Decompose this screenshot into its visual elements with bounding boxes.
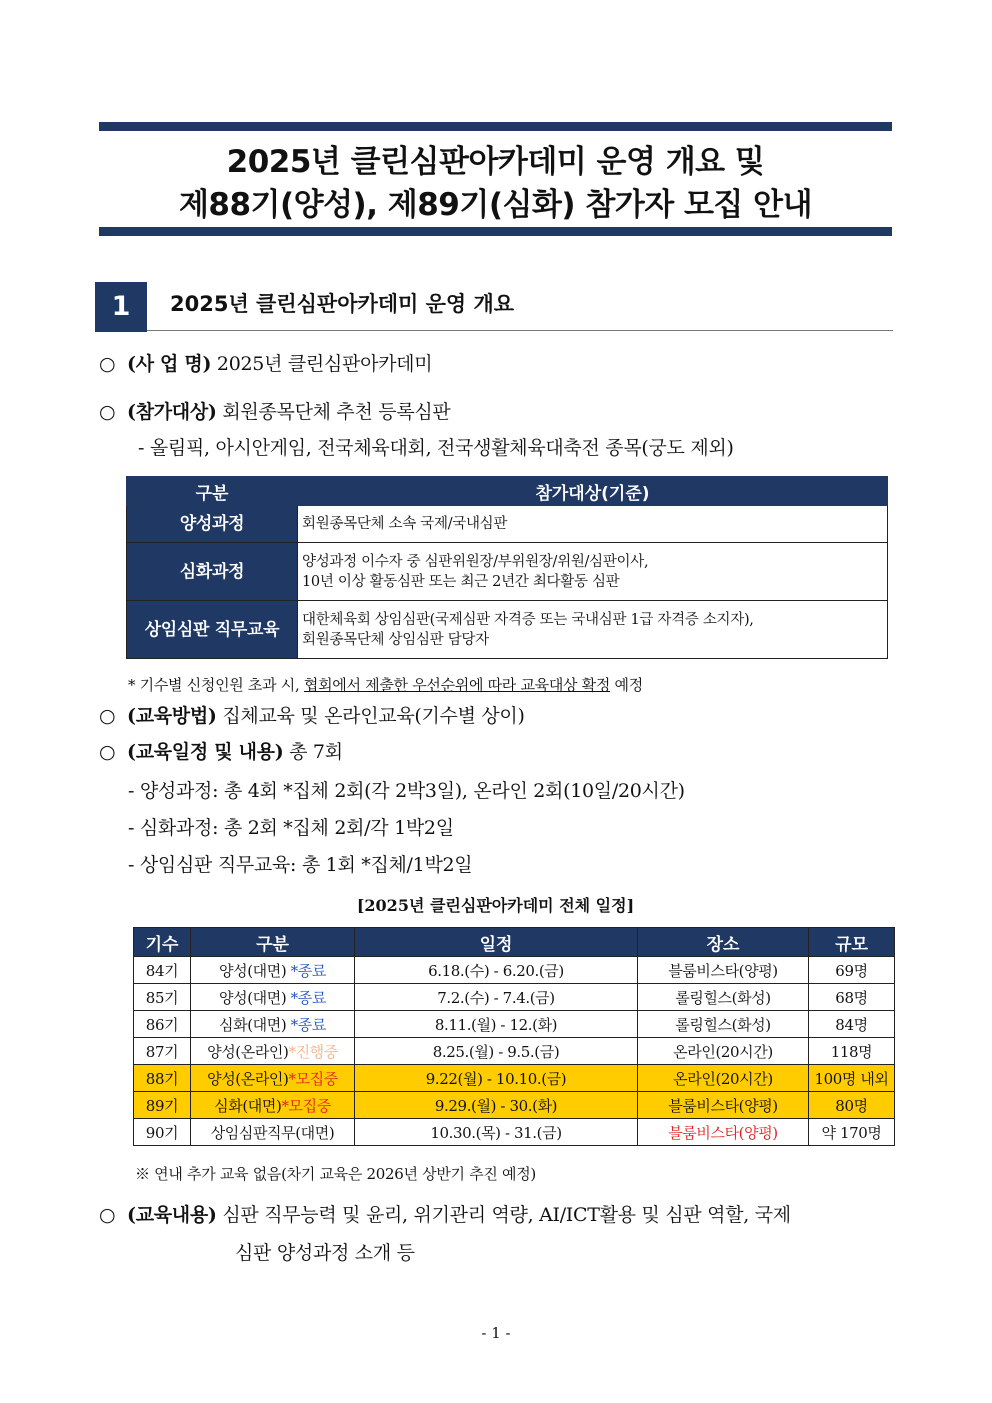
schedule-header-date: 일정: [355, 928, 638, 957]
row-place: 롤링힐스(화성): [638, 1011, 809, 1038]
method-value: 집체교육 및 온라인교육(기수별 상이): [216, 705, 525, 727]
target-row-desc: [298, 601, 888, 659]
item-business: [99, 349, 432, 376]
row-type-text: 심화(대면): [214, 1096, 282, 1115]
bullet-icon: ○: [99, 353, 116, 375]
target-table: [126, 476, 888, 659]
row-size: 80명: [809, 1092, 895, 1119]
row-type-text: 양성(온라인): [207, 1042, 289, 1061]
row-type: [191, 1065, 355, 1092]
item-target: [99, 397, 450, 424]
row-size: 68명: [809, 984, 895, 1011]
row-gen: 89기: [134, 1092, 191, 1119]
section-number: 1: [95, 282, 147, 332]
bullet-icon: ○: [99, 401, 116, 423]
row-gen: 84기: [134, 957, 191, 984]
schedule-value: 총 7회: [283, 741, 343, 763]
row-place: 블룸비스타(양평): [638, 957, 809, 984]
table-row: [134, 984, 895, 1011]
section-title: 2025년 클린심판아카데미 운영 개요: [170, 292, 515, 316]
target-header-category: 구분: [127, 477, 298, 506]
status-badge: *모집중: [281, 1096, 331, 1115]
row-type: [191, 1011, 355, 1038]
status-badge: *종료: [290, 1015, 326, 1034]
method-label: (교육방법): [127, 705, 217, 727]
target-desc-line1: 양성과정 이수자 중 심판위원장/부위원장/위원/심판이사,: [302, 553, 649, 570]
row-gen: 87기: [134, 1038, 191, 1065]
note-suffix: 예정: [610, 676, 643, 694]
row-type: [191, 984, 355, 1011]
target-desc-line2: 회원종목단체 상임심판 담당자: [302, 631, 489, 648]
row-type-text: 심화(대면): [219, 1015, 291, 1034]
target-row-desc: [298, 506, 888, 543]
target-sub: - 올림픽, 아시안게임, 전국체육대회, 전국생활체육대축전 종목(궁도 제외): [138, 437, 734, 459]
target-row-name: 상임심판 직무교육: [127, 601, 298, 659]
table-row: [134, 1011, 895, 1038]
bullet-icon: ○: [99, 741, 116, 763]
table-row: [134, 1092, 895, 1119]
title-top-rule: [99, 122, 892, 131]
schedule-sub-1: - 양성과정: 총 4회 *집체 2회(각 2박3일), 온라인 2회(10일/20시간): [128, 780, 685, 802]
row-place: 블룸비스타(양평): [638, 1119, 809, 1146]
title-bottom-rule: [99, 227, 892, 236]
row-gen: 85기: [134, 984, 191, 1011]
row-gen: 90기: [134, 1119, 191, 1146]
row-date: 8.11.(월) - 12.(화): [355, 1011, 638, 1038]
row-size: 100명 내외: [809, 1065, 895, 1092]
page-number: - 1 -: [481, 1324, 511, 1342]
status-badge: *종료: [290, 961, 326, 980]
status-badge: *모집중: [288, 1069, 338, 1088]
content-value-line2: 심판 양성과정 소개 등: [235, 1242, 415, 1264]
page-title-line2: 제88기(양성), 제89기(심화) 참가자 모집 안내: [178, 187, 813, 223]
row-type: [191, 1038, 355, 1065]
target-desc-line2: 10년 이상 활동심판 또는 최근 2년간 최다활동 심판: [302, 573, 620, 590]
schedule-sub-3: - 상임심판 직무교육: 총 1회 *집체/1박2일: [128, 854, 473, 876]
row-date: 7.2.(수) - 7.4.(금): [355, 984, 638, 1011]
bullet-icon: ○: [99, 705, 116, 727]
row-type: [191, 957, 355, 984]
target-value: 회원종목단체 추천 등록심판: [216, 401, 451, 423]
row-date: 9.29.(월) - 30.(화): [355, 1092, 638, 1119]
target-row-name: 양성과정: [127, 506, 298, 543]
schedule-table: [133, 927, 895, 1146]
content-label: (교육내용): [127, 1204, 217, 1226]
row-type: [191, 1092, 355, 1119]
schedule-header-gen: 기수: [134, 928, 191, 957]
row-type: [191, 1119, 355, 1146]
row-size: 약 170명: [809, 1119, 895, 1146]
row-type-text: 상임심판직무(대면): [210, 1123, 335, 1142]
section-underline: [147, 330, 893, 331]
schedule-header-place: 장소: [638, 928, 809, 957]
row-date: 9.22(월) - 10.10.(금): [355, 1065, 638, 1092]
row-gen: 88기: [134, 1065, 191, 1092]
row-place: 온라인(20시간): [638, 1065, 809, 1092]
target-label: (참가대상): [127, 401, 217, 423]
status-badge: *종료: [290, 988, 326, 1007]
target-desc-line1: 회원종목단체 소속 국제/국내심판: [302, 516, 508, 532]
item-content: [99, 1200, 791, 1227]
item-schedule: [99, 737, 343, 764]
schedule-header-size: 규모: [809, 928, 895, 957]
row-size: 69명: [809, 957, 895, 984]
row-type-text: 양성(대면): [219, 988, 291, 1007]
note-underlined: 협회에서 제출한 우선순위에 따라 교육대상 확정: [303, 676, 611, 694]
row-place: 블룸비스타(양평): [638, 1092, 809, 1119]
row-type-text: 양성(대면): [219, 961, 291, 980]
target-row-name: 심화과정: [127, 543, 298, 601]
row-size: 118명: [809, 1038, 895, 1065]
table-row: [134, 1065, 895, 1092]
row-type-text: 양성(온라인): [207, 1069, 289, 1088]
table-row: [134, 957, 895, 984]
schedule-footnote: ※ 연내 추가 교육 없음(차기 교육은 2026년 상반기 추진 예정): [135, 1165, 536, 1183]
row-size: 84명: [809, 1011, 895, 1038]
row-date: 10.30.(목) - 31.(금): [355, 1119, 638, 1146]
target-desc-line1: 대한체육회 상임심판(국제심판 자격증 또는 국내심판 1급 자격증 소지자),: [302, 611, 754, 628]
note-prefix: * 기수별 신청인원 초과 시,: [128, 676, 304, 694]
schedule-sub-2: - 심화과정: 총 2회 *집체 2회/각 1박2일: [128, 817, 454, 839]
item-method: [99, 701, 525, 728]
status-badge: *진행중: [288, 1042, 338, 1061]
table-row: [134, 1119, 895, 1146]
content-value-line1: 심판 직무능력 및 윤리, 위기관리 역량, AI/ICT활용 및 심판 역할, 국제: [216, 1204, 791, 1226]
target-header-criteria: 참가대상(기준): [298, 477, 888, 506]
target-row-desc: [298, 543, 888, 601]
row-place: 온라인(20시간): [638, 1038, 809, 1065]
bullet-icon: ○: [99, 1204, 116, 1226]
schedule-caption: [2025년 클린심판아카데미 전체 일정]: [356, 896, 635, 915]
row-gen: 86기: [134, 1011, 191, 1038]
schedule-label: (교육일정 및 내용): [127, 741, 284, 763]
row-place: 롤링힐스(화성): [638, 984, 809, 1011]
row-date: 8.25.(월) - 9.5.(금): [355, 1038, 638, 1065]
table-row: [134, 1038, 895, 1065]
business-label: (사 업 명): [127, 353, 212, 375]
business-value: 2025년 클린심판아카데미: [211, 353, 433, 375]
target-note: [128, 674, 643, 695]
schedule-header-type: 구분: [191, 928, 355, 957]
page-title-line1: 2025년 클린심판아카데미 운영 개요 및: [226, 144, 765, 180]
row-date: 6.18.(수) - 6.20.(금): [355, 957, 638, 984]
